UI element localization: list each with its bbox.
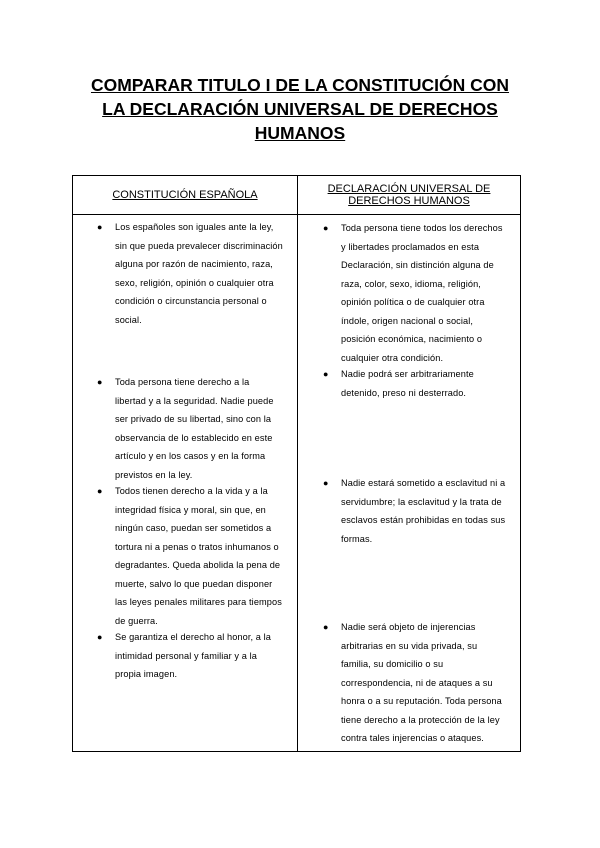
header-line: DECLARACIÓN UNIVERSAL DE [327,182,491,195]
item-line: condición o circunstancia personal o [115,296,267,306]
header-line: DERECHOS HUMANOS [348,195,470,207]
item-line: y libertades proclamados en esta [341,241,480,252]
item-line: Nadie podrá ser arbitrariamente [341,369,474,379]
bullet-icon: ● [97,222,103,232]
item-line: contra tales injerencias o ataques. [341,733,484,743]
item-line: esclavos están prohibidas en todas sus [341,515,506,525]
item-line: Nadie estará sometido a esclavitud ni a [341,478,506,488]
header-line: CONSTITUCIÓN ESPAÑOLA [112,188,258,201]
item-line: muerte, salvo lo que puedan disponer [115,578,273,589]
item-line: servidumbre; la esclavitud y la trata de [341,496,502,507]
list-item-vida-privada [323,618,521,748]
item-line: raza, color, sexo, idioma, religión, [341,278,481,289]
item-line: formas. [341,533,373,544]
bullet-icon: ● [97,486,103,496]
item-line: de guerra. [115,615,158,626]
title-line: COMPARAR TITULO I DE LA CONSTITUCIÓN CON [90,75,510,95]
bullet-icon: ● [323,478,329,488]
bullet-icon: ● [323,369,329,379]
item-line: artículo y en los casos y en la forma [115,451,266,461]
comparison-table [72,175,521,752]
header-divider [73,214,520,215]
item-line: Los españoles son iguales ante la ley, [115,222,274,232]
item-line: propia imagen. [115,669,178,679]
header-declaracion [297,176,521,214]
item-line: tortura ni a penas o tratos inhumanos o [115,541,279,552]
item-line: cualquier otra condición. [341,352,444,363]
item-line: Nadie será objeto de injerencias [341,622,476,632]
item-line: intimidad personal y familiar y a la [115,650,257,661]
column-divider [297,176,298,751]
item-line: alguna por razón de nacimiento, raza, [115,259,273,269]
item-line: tiene derecho a la protección de la ley [341,714,500,725]
item-line: previstos en la ley. [115,469,193,480]
item-line: degradantes. Queda abolida la pena de [115,560,281,570]
bullet-icon: ● [323,622,329,632]
item-line: social. [115,314,142,325]
list-item-detencion [323,365,521,402]
list-item-libertad [97,373,295,484]
bullet-icon: ● [97,377,103,387]
item-line: Se garantiza el derecho al honor, a la [115,632,272,642]
item-line: sin que pueda prevalecer discriminación [115,240,283,251]
item-line: integridad física y moral, sin que, en [115,504,266,515]
item-line: Toda persona tiene derecho a la [115,377,250,387]
item-line: sexo, religión, opinión o cualquier otra [115,277,274,288]
item-line: índole, origen nacional o social, [341,315,474,326]
title-line: HUMANOS [254,123,346,143]
list-item-no-discriminacion [323,219,521,367]
item-line: correspondencia, ni de ataques a su [341,677,493,688]
item-line: libertad y a la seguridad. Nadie puede [115,395,274,406]
item-line: las leyes penales militares para tiempos [115,597,282,607]
item-line: Toda persona tiene todos los derechos [341,223,503,233]
item-line: posición económica, nacimiento o [341,334,483,344]
item-line: honra o a su reputación. Toda persona [341,696,502,706]
item-line: opinión política o de cualquier otra [341,297,485,307]
item-line: arbitrarias en su vida privada, su [341,640,478,651]
bullet-icon: ● [97,632,103,642]
item-line: Declaración, sin distinción alguna de [341,260,494,270]
list-item-vida [97,482,295,630]
list-item-honor [97,628,295,684]
list-item-esclavitud [323,474,521,548]
header-constitucion [73,176,297,214]
title-line: LA DECLARACIÓN UNIVERSAL DE DERECHOS [102,99,498,119]
item-line: familia, su domicilio o su [341,659,444,669]
item-line: ser privado de su libertad, sino con la [115,414,272,424]
item-line: Todos tienen derecho a la vida y a la [115,486,268,496]
list-item-igualdad [97,218,295,329]
item-line: detenido, preso ni desterrado. [341,387,467,398]
item-line: observancia de lo establecido en este [115,432,273,443]
document-title [60,73,540,145]
item-line: ningún caso, puedan ser sometidos a [115,523,272,533]
bullet-icon: ● [323,223,329,233]
